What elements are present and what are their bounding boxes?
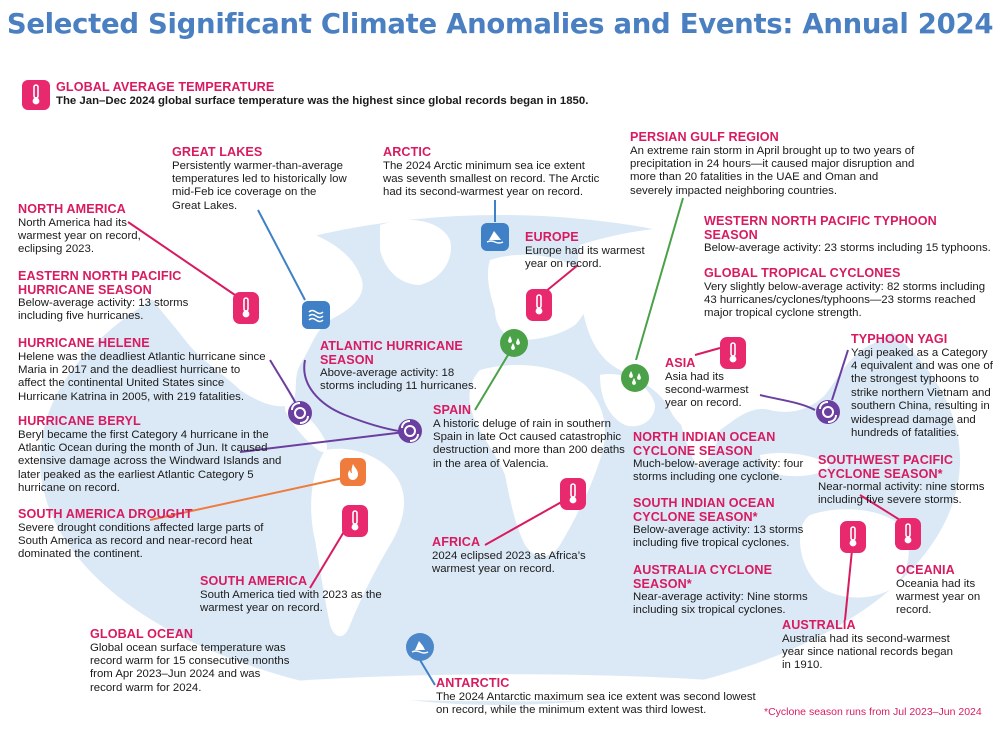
global-tropical-cyclones-text: Very slightly below-average activity: 82 storms including 43 hurricanes/cyclones/typhoons—23 storms reached major tropical cyclone strength.: [704, 280, 986, 320]
europe-callout: [525, 231, 655, 271]
drought-fire-icon: [340, 458, 366, 486]
south-indian-cyclone-heading: SOUTH INDIAN OCEAN CYCLONE SEASON*: [633, 496, 775, 524]
north-america-callout: [18, 203, 148, 257]
helene-cyclone-icon: [287, 400, 313, 426]
oceania-text: Oceania had its warmest year on record.: [896, 577, 981, 617]
atlantic-hurricane-text: Above-average activity: 18 storms including 11 hurricanes.: [320, 367, 477, 393]
global-ocean-heading: GLOBAL OCEAN: [90, 627, 194, 641]
hurricane-helene-heading: HURRICANE HELENE: [18, 336, 150, 350]
typhoon-yagi-text: Yagi peaked as a Category 4 equivalent and was one of the strongest typhoons to strike northern Vietnam and southern China, resulting in widespread damage and hundreds of fatalities.: [851, 346, 993, 439]
australia-thermometer-icon: [840, 521, 866, 553]
global-temperature-text: The Jan–Dec 2024 global surface temperature was the highest since global records began in 1850.: [56, 94, 589, 107]
great-lakes-callout: [172, 146, 347, 213]
south-america-text: South America tied with 2023 as the warmest year on record.: [200, 588, 382, 614]
typhoon-yagi-callout: [851, 333, 996, 440]
antarctic-callout: [436, 677, 756, 717]
arctic-callout: [383, 146, 603, 200]
wnp-typhoon-heading: WESTERN NORTH PACIFIC TYPHOON SEASON: [704, 214, 937, 242]
global-ocean-text: Global ocean surface temperature was record warm for 15 consecutive months from Apr 2023–Jun 2024 and was record warm for 2024.: [90, 641, 290, 694]
north-indian-cyclone-heading: NORTH INDIAN OCEAN CYCLONE SEASON: [633, 430, 776, 458]
southwest-pacific-cyclone-heading: SOUTHWEST PACIFIC CYCLONE SEASON*: [818, 453, 954, 481]
oceania-heading: OCEANIA: [896, 563, 955, 577]
spain-callout: [433, 404, 628, 471]
africa-heading: AFRICA: [432, 535, 481, 549]
africa-callout: [432, 536, 617, 576]
persian-gulf-raindrops-icon: [621, 364, 649, 392]
north-america-thermometer-icon: [233, 292, 259, 324]
spain-heading: SPAIN: [433, 403, 472, 417]
arctic-iceberg-icon: [481, 223, 509, 251]
spain-raindrops-icon: [500, 329, 528, 357]
south-indian-cyclone-callout: [633, 497, 813, 551]
australia-heading: AUSTRALIA: [782, 618, 856, 632]
atlantic-hurricane-callout: [320, 340, 490, 394]
europe-heading: EUROPE: [525, 230, 579, 244]
south-indian-cyclone-text: Below-average activity: 13 storms including five tropical cyclones.: [633, 524, 804, 550]
yagi-cyclone-icon: [815, 399, 841, 425]
wnp-typhoon-text: Below-average activity: 23 storms including 15 typhoons.: [704, 242, 991, 254]
arctic-heading: ARCTIC: [383, 145, 432, 159]
great-lakes-heading: GREAT LAKES: [172, 145, 263, 159]
europe-text: Europe had its warmest year on record.: [525, 244, 645, 270]
wnp-typhoon-callout: [704, 215, 994, 255]
great-lakes-waves-icon: [302, 301, 330, 329]
africa-text: 2024 eclipsed 2023 as Africa’s warmest year on record.: [432, 549, 586, 575]
antarctic-heading: ANTARCTIC: [436, 676, 510, 690]
north-america-text: North America had its warmest year on record, eclipsing 2023.: [18, 216, 141, 256]
south-america-thermometer-icon: [342, 505, 368, 537]
hurricane-helene-text: Helene was the deadliest Atlantic hurricane since Maria in 2017 and the deadliest hurricane to affect the continental United States since Hurricane Katrina in 2005, with 219 fatalities.: [18, 350, 266, 403]
south-america-drought-text: Severe drought conditions affected large parts of South America as record and near-record heat dominated the continent.: [18, 521, 264, 561]
persian-gulf-heading: PERSIAN GULF REGION: [630, 130, 779, 144]
southwest-pacific-cyclone-callout: [818, 454, 993, 508]
north-america-heading: NORTH AMERICA: [18, 202, 126, 216]
enp-hurricane-callout: [18, 270, 208, 324]
beryl-cyclone-icon: [397, 418, 423, 444]
persian-gulf-text: An extreme rain storm in April brought up to two years of precipitation in 24 hours—it caused major disruption and more than 20 fatalities in the UAE and Oman and severely impacted neighboring countries.: [630, 144, 915, 197]
asia-text: Asia had its second-warmest year on record.: [665, 370, 749, 410]
oceania-callout: [896, 564, 996, 618]
north-indian-cyclone-callout: [633, 431, 813, 485]
south-america-heading: SOUTH AMERICA: [200, 574, 308, 588]
asia-thermometer-icon: [720, 337, 746, 369]
hurricane-beryl-text: Beryl became the first Category 4 hurricane in the Atlantic Ocean during the month of Jun. It caused extensive damage across the Windward Islands and later peaked as the earliest Atlantic Category 5 hurricane on record.: [18, 428, 282, 495]
oceania-thermometer-icon: [895, 518, 921, 550]
enp-hurricane-text: Below-average activity: 13 storms including five hurricanes.: [18, 297, 189, 323]
arctic-text: The 2024 Arctic minimum sea ice extent was seventh smallest on record. The Arctic had its second-warmest year on record.: [383, 159, 600, 199]
australia-cyclone-text: Near-average activity: Nine storms including six tropical cyclones.: [633, 591, 808, 617]
north-indian-cyclone-text: Much-below-average activity: four storms including one cyclone.: [633, 458, 804, 484]
south-america-drought-callout: [18, 508, 268, 562]
europe-thermometer-icon: [526, 289, 552, 321]
australia-cyclone-heading: AUSTRALIA CYCLONE SEASON*: [633, 563, 773, 591]
asia-heading: ASIA: [665, 356, 696, 370]
page-title: Selected Significant Climate Anomalies and Events: Annual 2024: [6, 8, 994, 40]
great-lakes-text: Persistently warmer-than-average temperatures led to historically low mid-Feb ice coverage on the Great Lakes.: [172, 159, 347, 212]
global-temperature-thermometer-icon: [22, 80, 50, 110]
spain-text: A historic deluge of rain in southern Spain in late Oct caused catastrophic destruction and more than 200 deaths in the area of Valencia.: [433, 417, 625, 470]
footnote: *Cyclone season runs from Jul 2023–Jun 2024: [764, 706, 982, 718]
global-temperature-heading: GLOBAL AVERAGE TEMPERATURE: [56, 80, 275, 94]
asia-callout: [665, 357, 760, 411]
global-tropical-cyclones-heading: GLOBAL TROPICAL CYCLONES: [704, 266, 901, 280]
africa-thermometer-icon: [560, 478, 586, 510]
australia-cyclone-callout: [633, 564, 833, 618]
australia-callout: [782, 619, 962, 673]
enp-hurricane-heading: EASTERN NORTH PACIFIC HURRICANE SEASON: [18, 269, 182, 297]
typhoon-yagi-heading: TYPHOON YAGI: [851, 332, 948, 346]
persian-gulf-callout: [630, 131, 920, 198]
antarctic-iceberg-icon: [406, 633, 434, 661]
atlantic-hurricane-heading: ATLANTIC HURRICANE SEASON: [320, 339, 463, 367]
global-tropical-cyclones-callout: [704, 267, 994, 321]
hurricane-beryl-callout: [18, 415, 283, 496]
southwest-pacific-cyclone-text: Near-normal activity: nine storms including five severe storms.: [818, 481, 985, 507]
global-ocean-callout: [90, 628, 295, 695]
antarctic-text: The 2024 Antarctic maximum sea ice extent was second lowest on record, while the minimum extent was third lowest.: [436, 690, 756, 716]
hurricane-beryl-heading: HURRICANE BERYL: [18, 414, 141, 428]
south-america-drought-heading: SOUTH AMERICA DROUGHT: [18, 507, 193, 521]
hurricane-helene-callout: [18, 337, 268, 404]
australia-text: Australia had its second-warmest year since national records began in 1910.: [782, 632, 953, 672]
south-america-callout: [200, 575, 395, 615]
global-temperature-callout: [56, 81, 656, 108]
